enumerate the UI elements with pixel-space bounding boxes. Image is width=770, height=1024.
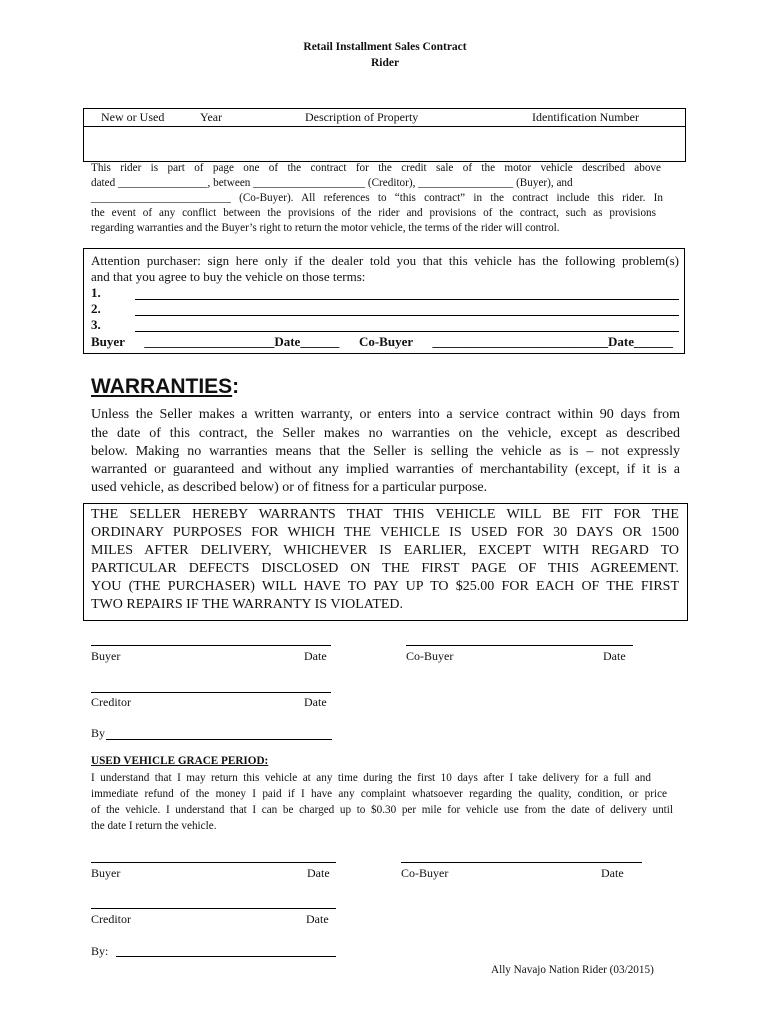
property-table-divider bbox=[84, 126, 685, 127]
by-signature-line[interactable] bbox=[106, 739, 332, 740]
buyer-signature-line-2[interactable] bbox=[91, 862, 336, 863]
rider-intro-line-3: _________________________ (Co-Buyer). All references to “this contract” in the contract include this rider. In bbox=[91, 192, 663, 204]
rider-intro-line-2: dated ________________, between ____________________ (Creditor), _________________ (Buyer), and bbox=[91, 177, 573, 189]
buyer-label-2: Buyer bbox=[91, 866, 121, 880]
creditor-label-2: Creditor bbox=[91, 912, 131, 926]
warranty-box-line-5: YOU (THE PURCHASER) WILL HAVE TO PAY UP TO $25.00 FOR EACH OF THE FIRST bbox=[91, 579, 679, 594]
by-signature-line-2[interactable] bbox=[116, 956, 336, 957]
warranty-box-line-6: TWO REPAIRS IF THE WARRANTY IS VIOLATED. bbox=[91, 597, 404, 612]
grace-period-line-3: of the vehicle. I understand that I can be charged up to $0.30 per mile for vehicle use from the date of delivery until bbox=[91, 804, 673, 816]
co-buyer-signature-line[interactable] bbox=[406, 645, 633, 646]
problem-item-2-number: 2. bbox=[91, 301, 101, 316]
form-identifier: Ally Navajo Nation Rider (03/2015) bbox=[491, 964, 654, 976]
warranties-heading-text: WARRANTIES bbox=[91, 375, 233, 398]
buyer-date-label-2: Date bbox=[307, 866, 330, 880]
co-buyer-signature-line-2[interactable] bbox=[401, 862, 642, 863]
warranties-paragraph-line-3: below. Making no warranties means that the Seller is selling the vehicle as is – not expressly bbox=[91, 444, 680, 459]
problem-item-1-line[interactable] bbox=[135, 299, 679, 300]
column-description-of-property: Description of Property bbox=[305, 110, 419, 124]
problem-item-2-line[interactable] bbox=[135, 315, 679, 316]
grace-period-line-2: immediate refund of the money I paid if I have any complaint whatsoever regarding the quality, condition, or price bbox=[91, 788, 667, 800]
document-subtitle: Rider bbox=[370, 57, 400, 69]
attention-signature-line[interactable]: Buyer ____________________Date______ Co-Buyer ___________________________Date______ bbox=[91, 334, 673, 349]
warranties-heading-colon: : bbox=[232, 375, 240, 398]
grace-period-line-1: I understand that I may return this vehicle at any time during the first 10 days after I take delivery for a full and bbox=[91, 772, 651, 784]
warranty-box-line-1: THE SELLER HEREBY WARRANTS THAT THIS VEHICLE WILL BE FIT FOR THE bbox=[91, 507, 679, 522]
attention-line-1: Attention purchaser: sign here only if the dealer told you that this vehicle has the following problem(s) bbox=[91, 253, 679, 268]
by-label: By bbox=[91, 726, 106, 740]
creditor-date-label-2: Date bbox=[306, 912, 329, 926]
warranties-paragraph-line-5: used vehicle, as described below) or of fitness for a particular purpose. bbox=[91, 480, 488, 495]
co-buyer-date-label: Date bbox=[603, 649, 626, 663]
warranty-box-line-4: PARTICULAR DEFECTS DISCLOSED ON THE FIRST PAGE OF THIS AGREEMENT. bbox=[91, 561, 679, 576]
by-label-2: By: bbox=[91, 944, 109, 958]
creditor-label: Creditor bbox=[91, 695, 131, 709]
creditor-signature-line[interactable] bbox=[91, 692, 331, 693]
warranties-paragraph-line-4: warranted or guaranteed and without any implied warranties of merchantability (except, if it is a bbox=[91, 462, 680, 477]
buyer-date-label: Date bbox=[304, 649, 327, 663]
problem-item-3-number: 3. bbox=[91, 317, 101, 332]
problem-item-3-line[interactable] bbox=[135, 331, 679, 332]
column-identification-number: Identification Number bbox=[532, 110, 639, 124]
co-buyer-date-label-2: Date bbox=[601, 866, 624, 880]
property-table-entry-row[interactable] bbox=[84, 128, 685, 161]
warranties-heading bbox=[91, 375, 239, 399]
document-title: Retail Installment Sales Contract bbox=[303, 41, 467, 53]
attention-line-2: and that you agree to buy the vehicle on those terms: bbox=[91, 269, 366, 284]
co-buyer-label-2: Co-Buyer bbox=[401, 866, 449, 880]
co-buyer-label: Co-Buyer bbox=[406, 649, 454, 663]
creditor-date-label: Date bbox=[304, 695, 327, 709]
rider-intro-line-1: This rider is part of page one of the contract for the credit sale of the motor vehicle described above bbox=[91, 162, 661, 174]
warranty-box-line-2: ORDINARY PURPOSES FOR WHICH THE VEHICLE IS USED FOR 30 DAYS OR 1500 bbox=[91, 525, 679, 540]
buyer-label: Buyer bbox=[91, 649, 121, 663]
warranties-paragraph-line-1: Unless the Seller makes a written warranty, or enters into a service contract within 90 days from bbox=[91, 407, 680, 422]
creditor-signature-line-2[interactable] bbox=[91, 908, 336, 909]
rider-intro-line-5: regarding warranties and the Buyer’s right to return the motor vehicle, the terms of the rider will control. bbox=[91, 222, 560, 234]
column-year: Year bbox=[200, 110, 223, 124]
grace-period-line-4: the date I return the vehicle. bbox=[91, 820, 217, 832]
grace-period-heading: USED VEHICLE GRACE PERIOD: bbox=[91, 755, 269, 767]
problem-item-1-number: 1. bbox=[91, 285, 101, 300]
buyer-signature-line[interactable] bbox=[91, 645, 331, 646]
warranties-paragraph-line-2: the date of this contract, the Seller makes no warranties on the vehicle, except as described bbox=[91, 426, 680, 441]
column-new-or-used: New or Used bbox=[101, 110, 165, 124]
warranty-box-line-3: MILES AFTER DELIVERY, WHICHEVER IS EARLIER, EXCEPT WITH REGARD TO bbox=[91, 543, 679, 558]
rider-intro-line-4: the event of any conflict between the provisions of the rider and provisions of the contract, such as provisions bbox=[91, 207, 656, 219]
